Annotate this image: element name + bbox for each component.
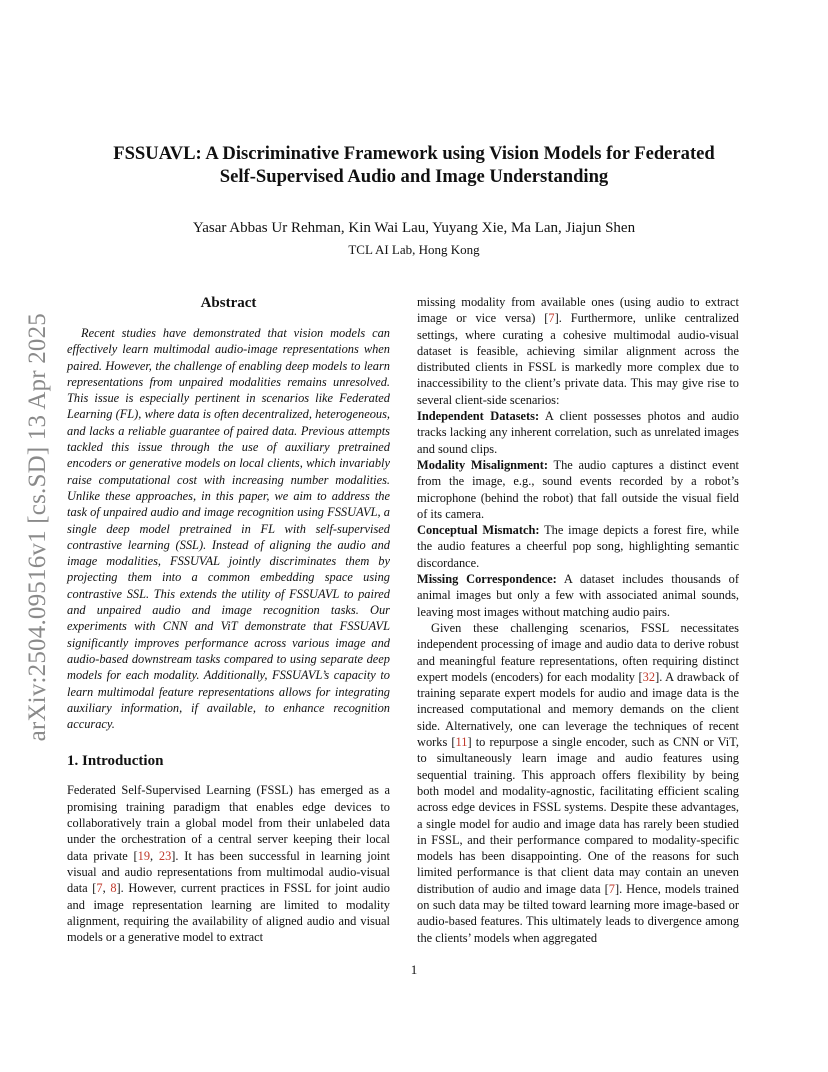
author-list: Yasar Abbas Ur Rehman, Kin Wai Lau, Yuyang Xie, Ma Lan, Jiajun Shen bbox=[192, 220, 636, 236]
citation-separator: , bbox=[102, 881, 111, 896]
scenario-item bbox=[417, 408, 739, 457]
citation-separator: , bbox=[150, 848, 159, 863]
body-text-part: Given these challenging scenarios, FSSL necessitates independent processing of image and audio data to derive robust and meaningful feature representations, often requiring distinct expert models (encoders) for each modality [ bbox=[417, 620, 739, 684]
intro-text-part: Federated Self-Supervised Learning (FSSL) has emerged as a promising training paradigm that enables edge devices to collaboratively train a global model from their unlabeled data under the orchestration of a central server keeping their local data private [ bbox=[67, 783, 390, 863]
citation-link[interactable]: 7 bbox=[96, 881, 103, 896]
citation-link[interactable]: 7 bbox=[548, 311, 555, 326]
page-number: 1 bbox=[410, 962, 418, 977]
abstract-heading: Abstract bbox=[200, 295, 257, 311]
paper-title bbox=[60, 142, 768, 188]
body-paragraph bbox=[417, 620, 739, 946]
body-text-part: ]. Hence, models trained on such data may be tilted toward learning more image-based or audio-based features. This ultimately leads to divergence among the clients’ models when aggregated bbox=[417, 881, 739, 945]
body-text-part: ] to repurpose a single encoder, such as CNN or ViT, to simultaneously learn image and audio features using sequential training. This approach offers flexibility by being both model and modality-agnostic, facilitating efficient scaling across edge devices in FSSL systems. Despite these advantages, a single model for audio and image data has rarely been studied in FSSL, and their performance compared to modality-specific models has been disappointing. One of the reasons for such limited performance is that client data may contain an uneven distribution of audio and image data [ bbox=[417, 735, 739, 896]
scenario-text: A dataset includes thousands of animal images but only a few with associated animal sounds, leaving most images without matching audio pairs. bbox=[417, 572, 739, 619]
title-line-2: Self-Supervised Audio and Image Understanding bbox=[219, 166, 609, 187]
affiliation: TCL AI Lab, Hong Kong bbox=[348, 242, 480, 257]
body-text-part: ]. Furthermore, unlike centralized settings, where curating a cohesive multimodal audio-visual dataset is feasible, achieving similar alignment across the distributed clients in FSSL is markedly more complex due to inaccessibility to the client’s private data. This may give rise to several client-side scenarios: bbox=[417, 311, 739, 407]
body-text-part: missing modality from available ones (using audio to extract image or vice versa) [ bbox=[417, 295, 739, 326]
scenario-text: The image depicts a forest fire, while the audio features a cheerful pop song, highlighting semantic discordance. bbox=[417, 523, 739, 570]
intro-text-part: ]. It has been successful in learning joint visual and audio representations from multimodal audio-visual data [ bbox=[67, 848, 390, 896]
scenario-label: Modality Misalignment: bbox=[417, 457, 548, 472]
citation-link[interactable]: 8 bbox=[110, 881, 117, 896]
intro-text-part: ]. However, current practices in FSSL for joint audio and image representation learning are limited to modality alignment, requiring the availability of aligned audio and visual models or a generative model to extract bbox=[67, 881, 390, 945]
scenario-text: The audio captures a distinct event from the image, e.g., sound events recorded by a robot’s microphone (behind the robot) that fall outside the visual field of its camera. bbox=[417, 457, 739, 521]
intro-paragraph bbox=[67, 782, 390, 945]
scenario-label: Missing Correspondence: bbox=[417, 572, 557, 587]
arxiv-stamp bbox=[18, 292, 58, 762]
scenario-label: Conceptual Mismatch: bbox=[417, 523, 540, 538]
left-column bbox=[67, 294, 390, 945]
scenario-text: A client possesses photos and audio tracks lacking any inherent correlation, such as unrelated images and sound clips. bbox=[417, 409, 739, 456]
citation-link[interactable]: 11 bbox=[455, 735, 468, 750]
scenario-item bbox=[417, 457, 739, 522]
scenario-item bbox=[417, 571, 739, 620]
citation-link[interactable]: 19 bbox=[137, 848, 151, 863]
continued-paragraph bbox=[417, 294, 739, 408]
citation-link[interactable]: 7 bbox=[608, 881, 615, 896]
body-text-part: ]. A drawback of training separate expert models for audio and image data is the increased computational and memory demands on the client side. Alternatively, one can leverage the techniques of recent works [ bbox=[417, 669, 739, 750]
citation-link[interactable]: 23 bbox=[158, 848, 172, 863]
scenario-item bbox=[417, 522, 739, 571]
citation-link[interactable]: 32 bbox=[642, 669, 656, 684]
scenario-label: Independent Datasets: bbox=[417, 409, 540, 424]
right-column bbox=[417, 294, 739, 946]
abstract-text: Recent studies have demonstrated that vision models can effectively learn multimodal audio-image representations when paired. However, the challenge of enabling deep models to learn representations from unpaired modalities remains unresolved. This issue is especially pertinent in scenarios like Federated Learning (FL), where data is often decentralized, heterogeneous, and lacks a reliable guarantee of paired data. Previous attempts tackled this issue through the use of auxiliary pretrained encoders or generative models on local clients, which invariably raise computational cost with increasing number modalities. Unlike these approaches, in this paper, we aim to address the task of unpaired audio and image recognition using FSSUAVL, a single deep model pretrained in FL with self-supervised contrastive learning (SSL). Instead of aligning the audio and image modalities, FSSUVAL jointly discriminates them by projecting them into a common embedding space using contrastive SSL. This extends the utility of FSSUAVL to paired and unpaired audio and image recognition tasks. Our experiments with CNN and ViT demonstrate that FSSUAVL significantly improves performance across various image and audio-based downstream tasks compared to using separate deep models for each modality. Additionally, FSSUAVL’s capacity to learn multimodal feature representations allows for integrating auxiliary information, if available, to enhance recognition accuracy. bbox=[67, 326, 390, 732]
introduction-heading: 1. Introduction bbox=[67, 753, 164, 770]
title-line-1: FSSUAVL: A Discriminative Framework using Vision Models for Federated bbox=[113, 143, 715, 164]
arxiv-identifier: arXiv:2504.09516v1 [cs.SD] 13 Apr 2025 bbox=[24, 312, 51, 742]
